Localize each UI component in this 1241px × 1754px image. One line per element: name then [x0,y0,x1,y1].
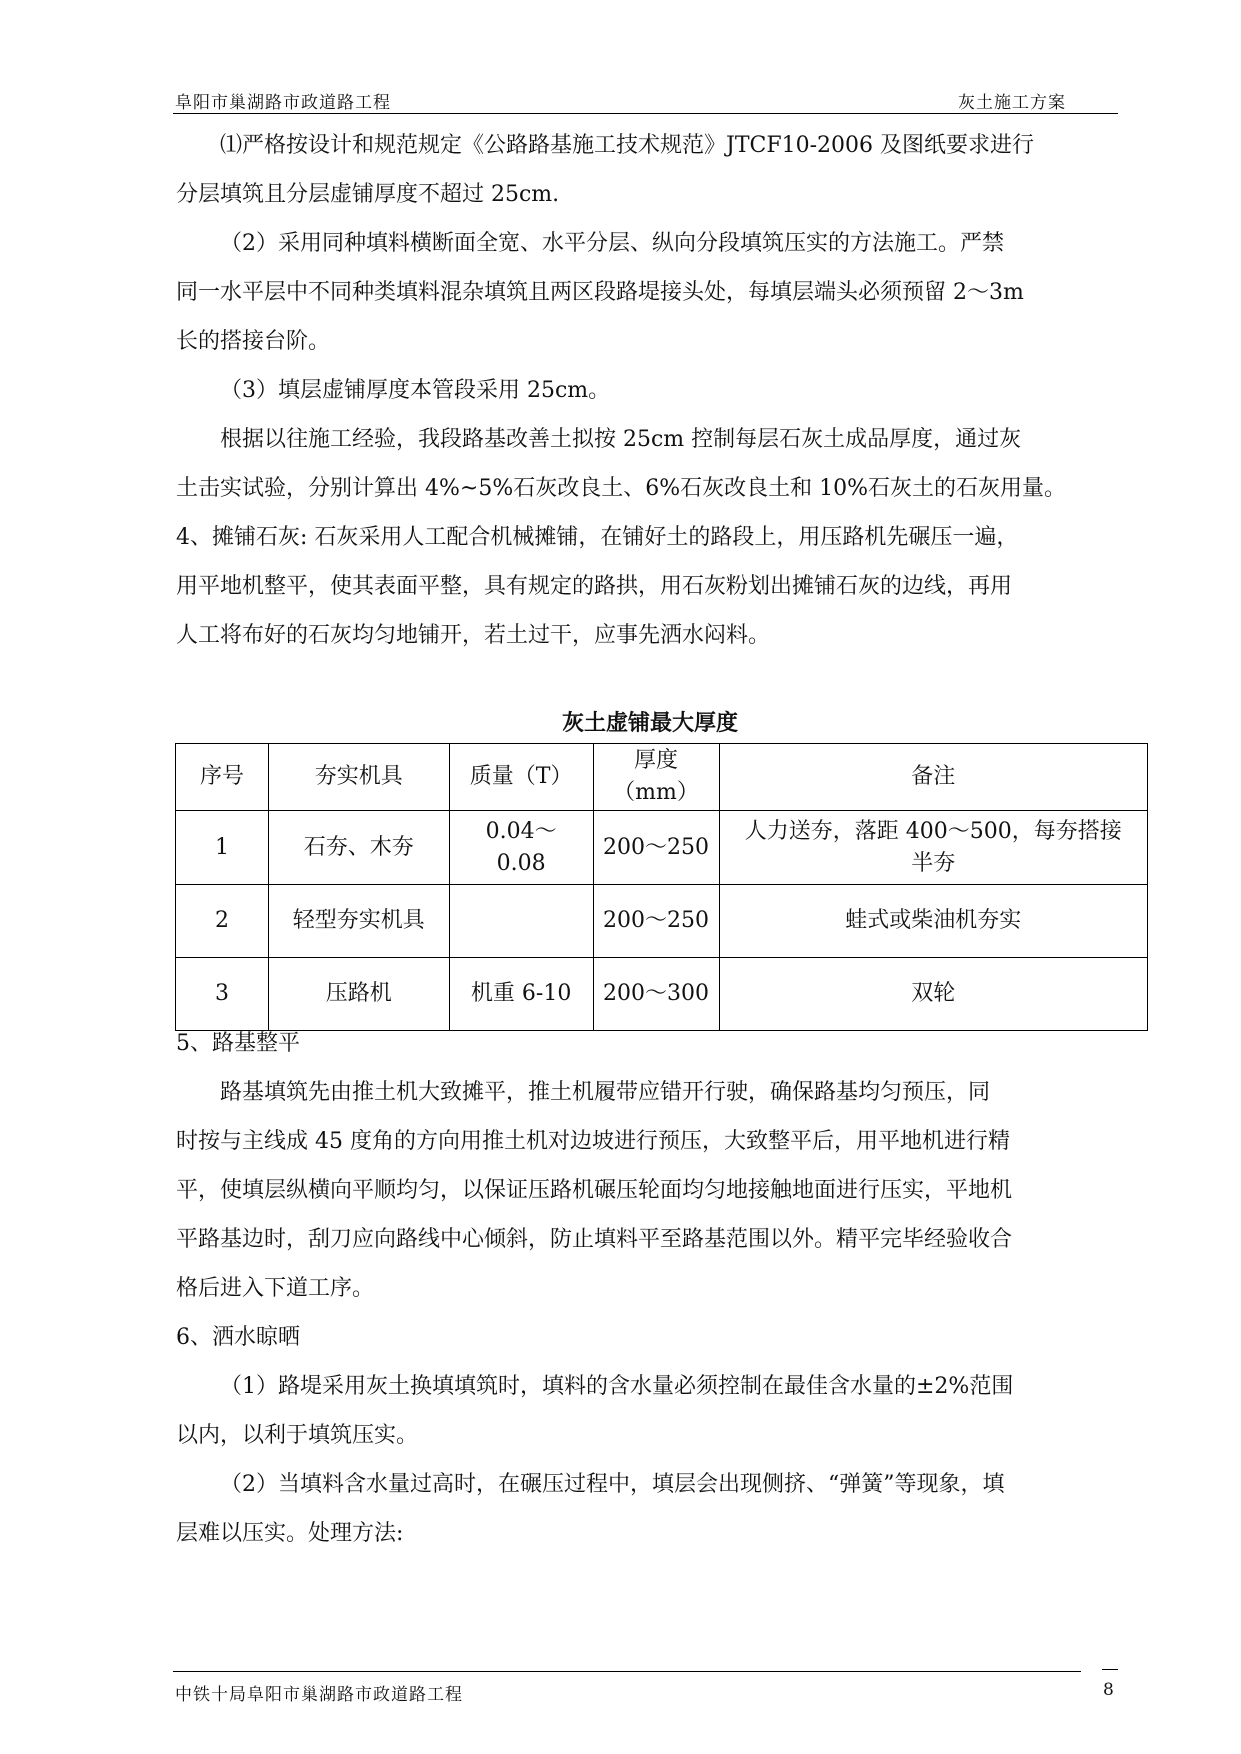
footer-page-dash [1102,1669,1118,1670]
table-cell: 200～300 [593,958,719,1031]
section-heading: 6、洒水晾晒 [176,1325,300,1350]
paragraph-line: 时按与主线成 45 度角的方向用推土机对边坡进行预压，大致整平后，用平地机进行精 [176,1129,1010,1154]
paragraph-line: 分层填筑且分层虚铺厚度不超过 25cm. [176,182,560,207]
table-row [176,885,1148,958]
footer-rule [173,1671,1081,1672]
table-cell: 1 [176,811,269,885]
table-cell: 0.04～ 0.08 [449,811,593,885]
paragraph-line: 层难以压实。处理方法: [176,1521,404,1546]
header-document-title: 灰土施工方案 [958,93,1066,113]
table-cell: 200～250 [593,811,719,885]
paragraph-line: 格后进入下道工序。 [176,1276,375,1301]
table-title: 灰土虚铺最大厚度 [561,711,738,736]
table-cell [449,885,593,958]
table-cell: 压路机 [268,958,449,1031]
page-number: 8 [1103,1680,1114,1700]
header-cell: 厚度（mm） [593,744,719,811]
section-heading: 5、路基整平 [176,1031,300,1056]
table-cell: 2 [176,885,269,958]
header-cell: 备注 [719,744,1148,811]
paragraph-line: ⑴严格按设计和规范规定《公路路基施工技术规范》JTCF10-2006 及图纸要求进行 [220,133,1035,158]
paragraph-line: （2）采用同种填料横断面全宽、水平分层、纵向分段填筑压实的方法施工。严禁 [220,231,1004,256]
table-cell: 机重 6-10 [449,958,593,1031]
paragraph-line: 4、摊铺石灰: 石灰采用人工配合机械摊铺，在铺好土的路段上，用压路机先碾压一遍， [176,525,1019,550]
table-cell: 双轮 [719,958,1148,1031]
table-row [176,958,1148,1031]
header-cell: 序号 [176,744,269,811]
header-cell: 夯实机具 [268,744,449,811]
thickness-table [175,743,1148,1031]
paragraph-line: 长的搭接台阶。 [176,329,331,354]
table-cell: 人力送夯，落距 400～500，每夯搭接 半夯 [719,811,1148,885]
paragraph-line: 同一水平层中不同种类填料混杂填筑且两区段路堤接头处，每填层端头必须预留 2～3m [176,280,1024,305]
table-cell: 3 [176,958,269,1031]
paragraph-line: 用平地机整平，使其表面平整，具有规定的路拱，用石灰粉划出摊铺石灰的边线，再用 [176,574,1013,599]
header-rule [173,113,1118,114]
paragraph-line: （2）当填料含水量过高时，在碾压过程中，填层会出现侧挤、“弹簧”等现象，填 [220,1472,1005,1497]
paragraph-line: 人工将布好的石灰均匀地铺开，若土过干，应事先洒水闷料。 [176,623,771,648]
header-cell: 质量（T） [449,744,593,811]
table-cell: 轻型夯实机具 [268,885,449,958]
table-header-row [176,744,1148,811]
table-cell: 石夯、木夯 [268,811,449,885]
paragraph-line: 路基填筑先由推土机大致摊平，推土机履带应错开行驶，确保路基均匀预压，同 [220,1080,991,1105]
paragraph-line: （1）路堤采用灰土换填填筑时，填料的含水量必须控制在最佳含水量的±2%范围 [220,1374,1014,1399]
table-cell: 200～250 [593,885,719,958]
paragraph-line: 土击实试验，分别计算出 4%~5%石灰改良土、6%石灰改良土和 10%石灰土的石灰用量。 [176,476,1067,501]
footer-company: 中铁十局阜阳市巢湖路市政道路工程 [175,1685,463,1705]
paragraph-line: （3）填层虚铺厚度本管段采用 25cm。 [220,378,611,403]
paragraph-line: 根据以往施工经验，我段路基改善土拟按 25cm 控制每层石灰土成品厚度，通过灰 [220,427,1022,452]
table-row [176,811,1148,885]
header-project-title: 阜阳市巢湖路市政道路工程 [175,93,391,113]
paragraph-line: 平，使填层纵横向平顺均匀，以保证压路机碾压轮面均匀地接触地面进行压实，平地机 [176,1178,1013,1203]
paragraph-line: 平路基边时，刮刀应向路线中心倾斜，防止填料平至路基范围以外。精平完毕经验收合 [176,1227,1013,1252]
table-cell: 蛙式或柴油机夯实 [719,885,1148,958]
paragraph-line: 以内，以利于填筑压实。 [176,1423,419,1448]
